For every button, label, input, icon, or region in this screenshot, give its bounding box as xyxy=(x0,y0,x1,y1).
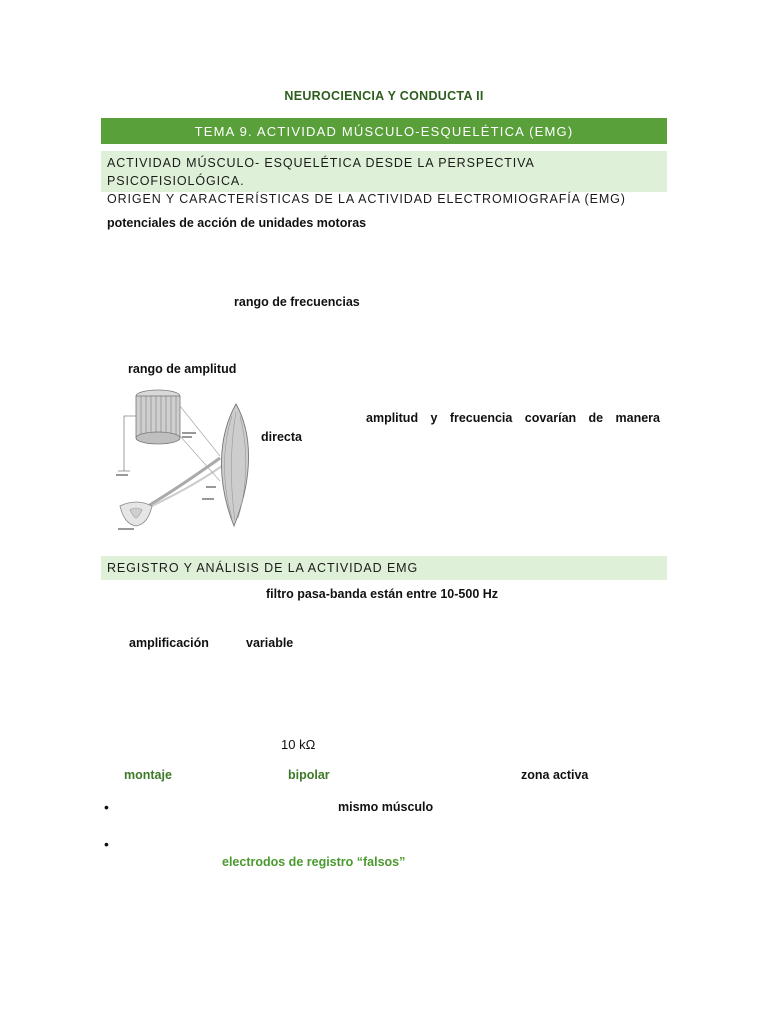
text-directa: directa xyxy=(261,430,302,444)
section-title-line2: ORIGEN Y CARACTERÍSTICAS DE LA ACTIVIDAD ELECTROMIOGRAFÍA (EMG) xyxy=(107,192,626,206)
section2-title: REGISTRO Y ANÁLISIS DE LA ACTIVIDAD EMG xyxy=(107,561,419,575)
bullet-marker-1: • xyxy=(104,799,109,815)
section-header-registro xyxy=(101,556,667,580)
text-amplitud-covarian: amplitud y frecuencia covarían de manera xyxy=(366,411,660,425)
text-bipolar: bipolar xyxy=(288,768,330,782)
section-header-actividad xyxy=(101,151,667,206)
text-amplificacion: amplificación xyxy=(129,636,209,650)
muscle-motor-unit-figure xyxy=(108,386,258,531)
bullet-marker-2: • xyxy=(104,836,109,852)
section-title-line1: ACTIVIDAD MÚSCULO- ESQUELÉTICA DESDE LA PERSPECTIVA PSICOFISIOLÓGICA. xyxy=(107,156,535,188)
text-variable: variable xyxy=(246,636,294,650)
muscle-illustration xyxy=(108,386,258,531)
text-potenciales: potenciales de acción de unidades motoras xyxy=(107,216,367,230)
text-mismo-musculo: mismo músculo xyxy=(338,800,434,814)
text-montaje: montaje xyxy=(124,768,172,782)
course-title: NEUROCIENCIA Y CONDUCTA II xyxy=(284,89,484,103)
text-rango-frecuencias: rango de frecuencias xyxy=(234,295,360,309)
topic-title: TEMA 9. ACTIVIDAD MÚSCULO-ESQUELÉTICA (EMG) xyxy=(194,123,574,139)
text-rango-amplitud: rango de amplitud xyxy=(128,362,237,376)
text-filtro-pasa-banda: filtro pasa-banda están entre 10-500 Hz xyxy=(266,587,499,601)
text-impedance: 10 kΩ xyxy=(281,737,316,752)
topic-title-bar xyxy=(101,118,667,144)
text-electrodos-falsos: electrodos de registro “falsos” xyxy=(222,855,406,869)
text-zona-activa: zona activa xyxy=(521,768,589,782)
